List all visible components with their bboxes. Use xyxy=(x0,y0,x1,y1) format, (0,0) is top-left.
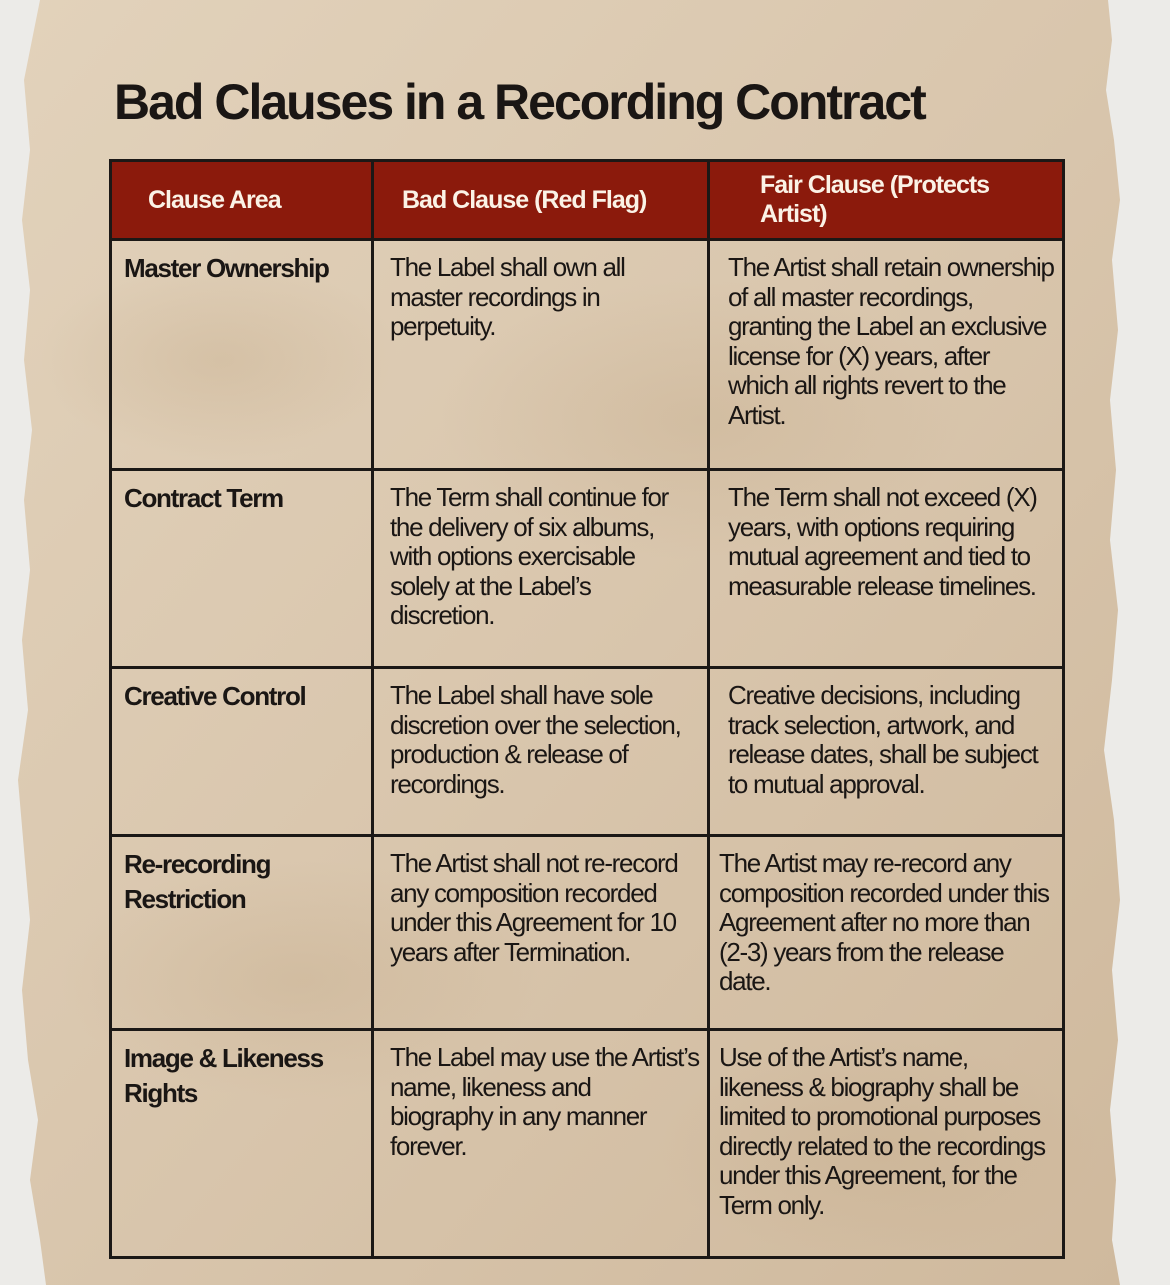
fair-clause-cell: The Term shall not exceed (X) years, with options requiring mutual agreement and tied to measurable release timelines. xyxy=(709,470,1064,668)
bad-clause-cell: The Label shall own all master recordings in perpetuity. xyxy=(373,240,709,470)
bad-clause-cell: The Term shall continue for the delivery of six albums, with options exercisable solely at the Label’s discretion. xyxy=(373,470,709,668)
table-row xyxy=(111,836,1064,1030)
clause-area-cell: Master Ownership xyxy=(111,240,373,470)
fair-clause-cell: The Artist shall retain ownership of all master recordings, granting the Label an exclusive license for (X) years, after which all rights revert to the Artist. xyxy=(709,240,1064,470)
fair-clause-cell: The Artist may re-record any composition recorded under this Agreement after no more than (2-3) years from the release date. xyxy=(709,836,1064,1030)
table-row xyxy=(111,1030,1064,1258)
fair-clause-cell: Use of the Artist’s name, likeness & biography shall be limited to promotional purposes directly related to the recordings under this Agreement, for the Term only. xyxy=(709,1030,1064,1258)
header-fair-clause: Fair Clause (Protects Artist) xyxy=(709,161,1064,240)
header-bad-clause: Bad Clause (Red Flag) xyxy=(373,161,709,240)
table-row xyxy=(111,668,1064,836)
bad-clause-cell: The Artist shall not re-record any composition recorded under this Agreement for 10 years after Termination. xyxy=(373,836,709,1030)
clause-area-cell: Image & Likeness Rights xyxy=(111,1030,373,1258)
table-row xyxy=(111,240,1064,470)
page-title: Bad Clauses in a Recording Contract xyxy=(114,74,925,130)
table-header-row xyxy=(111,161,1064,240)
bad-clause-cell: The Label may use the Artist’s name, likeness and biography in any manner forever. xyxy=(373,1030,709,1258)
clause-area-cell: Creative Control xyxy=(111,668,373,836)
bad-clause-cell: The Label shall have sole discretion over the selection, production & release of recordings. xyxy=(373,668,709,836)
clauses-table xyxy=(109,159,1065,1259)
clause-area-cell: Re-recording Restriction xyxy=(111,836,373,1030)
clause-area-cell: Contract Term xyxy=(111,470,373,668)
header-clause-area: Clause Area xyxy=(111,161,373,240)
fair-clause-cell: Creative decisions, including track selection, artwork, and release dates, shall be subject to mutual approval. xyxy=(709,668,1064,836)
table-row xyxy=(111,470,1064,668)
